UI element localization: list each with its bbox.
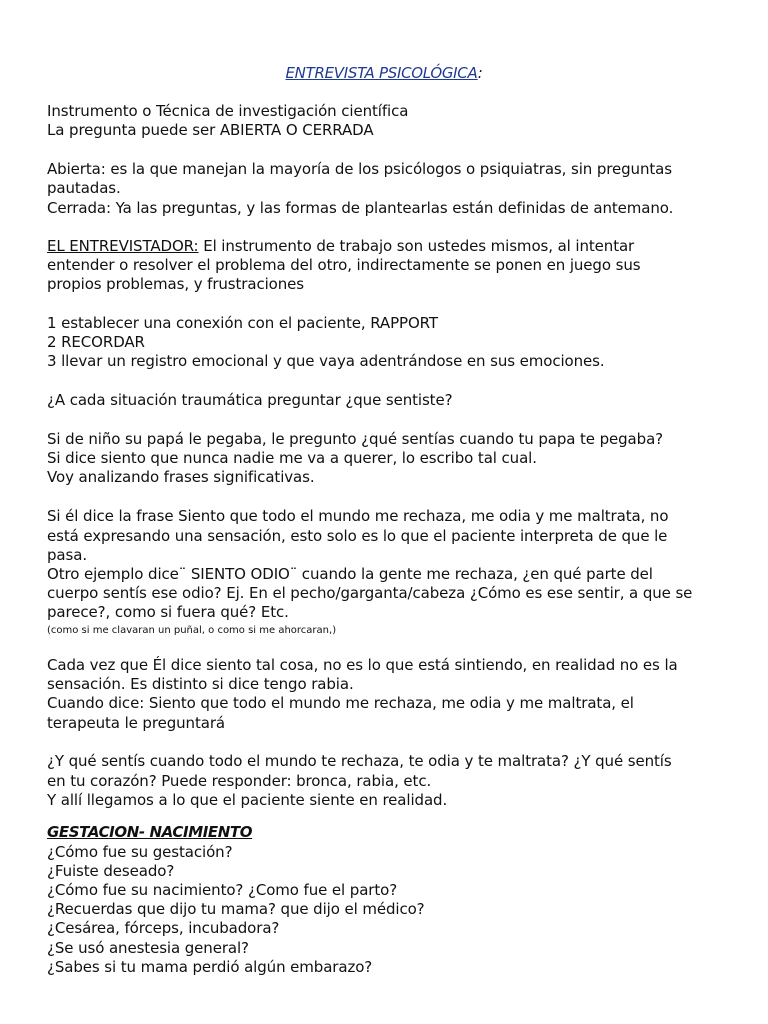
- text-line: Cuando dice: Siento que todo el mundo me rechaza, me odia y me maltrata, el: [47, 694, 634, 712]
- text-line: Otro ejemplo dice¨ SIENTO ODIO¨ cuando la gente me rechaza, ¿en qué parte del: [47, 565, 653, 583]
- text-line: terapeuta le preguntará: [47, 714, 225, 732]
- text-line: El instrumento de trabajo son ustedes mismos, al intentar: [203, 237, 635, 255]
- text-line: La pregunta puede ser ABIERTA O CERRADA: [47, 121, 374, 139]
- question-item: ¿Se usó anestesia general?: [47, 939, 249, 957]
- text-line: Si él dice la frase Siento que todo el mundo me rechaza, me odia y me maltrata, no: [47, 507, 669, 525]
- text-line: Instrumento o Técnica de investigación científica: [47, 102, 409, 120]
- text-line: ¿Y qué sentís cuando todo el mundo te rechaza, te odia y te maltrata? ¿Y qué sentís: [47, 752, 672, 770]
- text-line: cuerpo sentís ese odio? Ej. En el pecho/garganta/cabeza ¿Cómo es ese sentir, a que se: [47, 584, 693, 602]
- text-line: Y allí llegamos a lo que el paciente siente en realidad.: [47, 791, 448, 809]
- document-title: [0, 64, 768, 83]
- question-item: ¿Cómo fue su nacimiento? ¿Como fue el parto?: [47, 881, 398, 899]
- question-item: ¿Recuerdas que dijo tu mama? que dijo el médico?: [47, 900, 425, 918]
- text-line: propios problemas, y frustraciones: [47, 275, 304, 293]
- text-line: Cerrada: Ya las preguntas, y las formas de plantearlas están definidas de antemano.: [47, 199, 674, 217]
- gestacion-heading: GESTACION- NACIMIENTO: [47, 823, 253, 841]
- text-line: Si dice siento que nunca nadie me va a querer, lo escribo tal cual.: [47, 449, 537, 467]
- text-line: pasa.: [47, 546, 87, 564]
- question-item: ¿Cesárea, fórceps, incubadora?: [47, 919, 280, 937]
- entrevistador-heading: EL ENTREVISTADOR:: [47, 237, 199, 255]
- title-colon: :: [477, 64, 483, 82]
- text-line: Voy analizando frases significativas.: [47, 468, 315, 486]
- text-line: ¿A cada situación traumática preguntar ¿que sentiste?: [47, 391, 453, 409]
- list-item: 3 llevar un registro emocional y que vaya adentrándose en sus emociones.: [47, 352, 605, 370]
- list-item: 2 RECORDAR: [47, 333, 145, 351]
- text-line: entender o resolver el problema del otro, indirectamente se ponen en juego sus: [47, 256, 641, 274]
- entrevistador-paragraph-line: [47, 237, 634, 256]
- question-item: ¿Sabes si tu mama perdió algún embarazo?: [47, 958, 373, 976]
- small-note: (como si me clavaran un puñal, o como si me ahorcaran,): [47, 625, 337, 636]
- question-item: ¿Fuiste deseado?: [47, 862, 175, 880]
- title-text: ENTREVISTA PSICOLÓGICA: [285, 64, 478, 82]
- text-line: pautadas.: [47, 179, 121, 197]
- text-line: Si de niño su papá le pegaba, le pregunto ¿qué sentías cuando tu papa te pegaba?: [47, 430, 664, 448]
- text-line: Cada vez que Él dice siento tal cosa, no es lo que está sintiendo, en realidad no es la: [47, 656, 678, 674]
- question-item: ¿Cómo fue su gestación?: [47, 843, 233, 861]
- text-line: parece?, como si fuera qué? Etc.: [47, 603, 289, 621]
- text-line: en tu corazón? Puede responder: bronca, rabia, etc.: [47, 772, 432, 790]
- list-item: 1 establecer una conexión con el paciente, RAPPORT: [47, 314, 438, 332]
- text-line: Abierta: es la que manejan la mayoría de los psicólogos o psiquiatras, sin preguntas: [47, 160, 672, 178]
- text-line: está expresando una sensación, esto solo es lo que el paciente interpreta de que le: [47, 527, 668, 545]
- text-line: sensación. Es distinto si dice tengo rabia.: [47, 675, 354, 693]
